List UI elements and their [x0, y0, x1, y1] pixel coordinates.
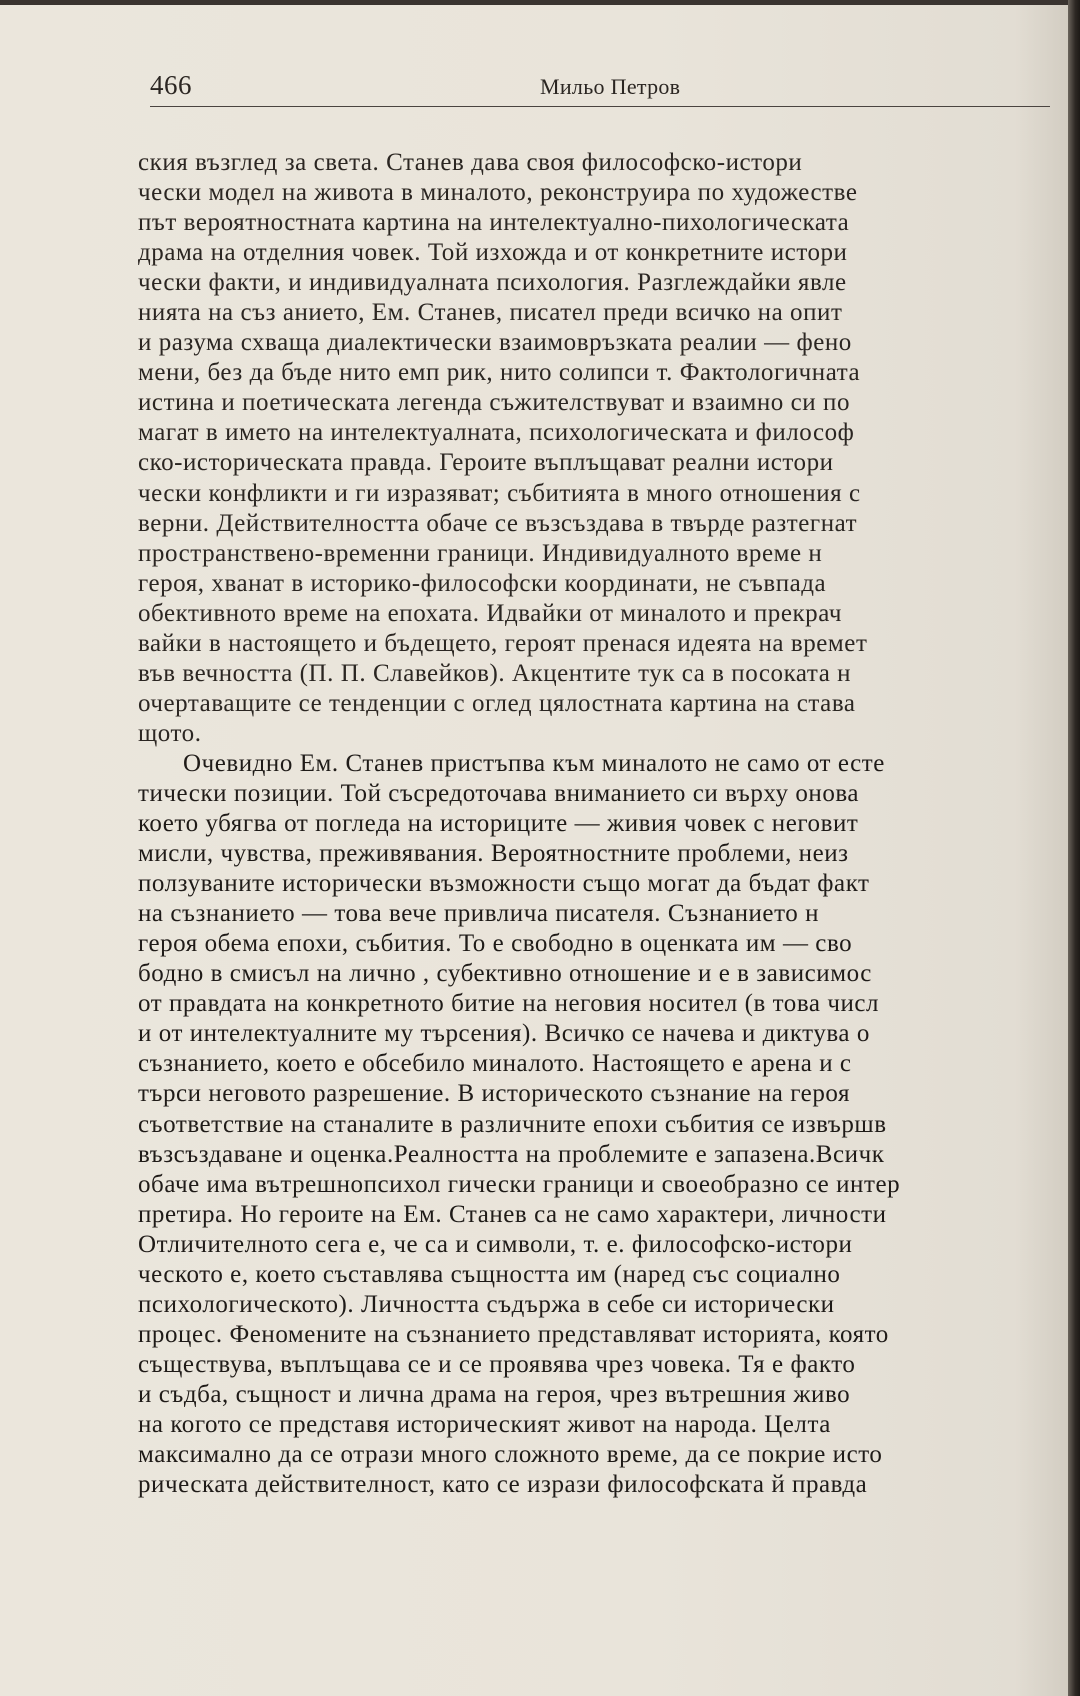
text-line: и разума схваща диалектически взаимовръзката реалии — фено [138, 329, 852, 357]
text-line: пространствено-временни граници. Индивидуалното време н [138, 539, 823, 567]
text-line: ско-историческата правда. Героите въплъщават реални истори [138, 449, 834, 477]
text-line: рическата действителност, като се изрази философската й правда [138, 1471, 868, 1499]
text-line: чески модел на живота в миналото, реконструира по художестве [138, 179, 858, 207]
text-line: очертаващите се тенденции с оглед цялостната картина на става [138, 689, 856, 717]
text-line: на когото се представя историческият живот на народа. Целта [138, 1410, 831, 1438]
text-line: ския възглед за света. Станев дава своя философско-истори [138, 149, 803, 176]
body-text [138, 148, 1078, 1500]
text-line: истина и поетическата легенда съжителствуват и взаимно си по [138, 389, 851, 417]
text-line: драма на отделния човек. Той изхожда и от конкретните истори [138, 239, 848, 267]
text-line: възсъздаване и оценка.Реалността на проблемите е запазена.Всичк [138, 1140, 885, 1168]
text-line: претира. Но героите на Ем. Станев са не само характери, личности [138, 1200, 887, 1228]
text-line: бодно в смисъл на лично , субективно отношение и е в зависимос [138, 960, 872, 988]
text-line: съответствие на станалите в различните епохи събития се извършв [138, 1110, 887, 1138]
text-line: във вечността (П. П. Славейков). Акцентите тук са в посоката н [138, 659, 852, 687]
page-top-edge [0, 0, 1080, 5]
text-line: тически позиции. Той съсредоточава вниманието си върху онова [138, 779, 860, 807]
text-line: път вероятностната картина на интелектуално-пихологическата [138, 209, 850, 237]
text-line: обективното време на епохата. Идвайки от миналото и прекрач [138, 599, 842, 627]
text-line: чески факти, и индивидуалната психология. Разглеждайки явле [138, 269, 847, 297]
text-line: Отличителното сега е, че са и символи, т. е. философско-истори [138, 1230, 853, 1258]
text-line: вайки в настоящето и бъдещето, героят пренася идеята на времет [138, 629, 868, 657]
page-number: 466 [150, 70, 192, 100]
text-line: процес. Феномените на съзнанието представляват историята, която [138, 1320, 889, 1348]
text-line: от правдата на конкретното битие на неговия носител (в това числ [138, 990, 880, 1018]
book-spine-shadow [1068, 0, 1080, 1696]
text-line: ползуваните исторически възможности също могат да бъдат факт [138, 870, 870, 898]
text-line: съществува, въплъщава се и се проявява чрез човека. Тя е факто [138, 1350, 856, 1378]
text-line: Очевидно Ем. Станев пристъпва към миналото не само от есте [183, 749, 885, 777]
text-line: нията на съз анието, Ем. Станев, писател преди всичко на опит [138, 299, 843, 327]
text-line: което убягва от погледа на историците — живия човек с неговит [138, 810, 859, 838]
text-line: мени, без да бъде нито емп рик, нито солипси т. Фактологичната [138, 359, 861, 387]
text-line: и съдба, същност и лична драма на героя, чрез вътрешния живо [138, 1380, 851, 1408]
text-line: на съзнанието — това вече привлича писателя. Съзнанието н [138, 900, 820, 928]
text-line: максимално да се отрази много сложното време, да се покрие исто [138, 1441, 883, 1469]
paragraph-1 [138, 148, 1078, 749]
text-line: чески конфликти и ги изразяват; събитията в много отношения с [138, 479, 861, 507]
text-line: обаче има вътрешнопсихол гически граници и своеобразно се интер [138, 1170, 901, 1198]
running-title: Мильо Петров [540, 74, 681, 99]
text-line: мисли, чувства, преживявания. Вероятностните проблеми, неиз [138, 840, 849, 868]
text-line: магат в името на интелектуалната, психологическата и философ [138, 419, 855, 447]
running-head [150, 70, 1030, 104]
text-line: героя обема епохи, събития. То е свободно в оценката им — сво [138, 930, 853, 958]
header-rule [150, 106, 1050, 107]
text-line: верни. Действителността обаче се възсъздава в твърде разтегнат [138, 509, 858, 537]
text-line: съзнанието, което е обсебило миналото. Настоящето е арена и с [138, 1050, 852, 1078]
text-line: психологическото). Личността съдържа в себе си исторически [138, 1290, 835, 1318]
paragraph-2 [138, 749, 1078, 1500]
text-line: щото. [138, 719, 202, 747]
text-line: героя, хванат в историко-философски координати, не съвпада [138, 569, 827, 597]
text-line: и от интелектуалните му търсения). Всичко се начева и диктува о [138, 1020, 870, 1048]
text-line: търси неговото разрешение. В историческото съзнание на героя [138, 1080, 851, 1108]
text-line: ческото е, което съставлява същността им (наред със социално [138, 1260, 841, 1288]
